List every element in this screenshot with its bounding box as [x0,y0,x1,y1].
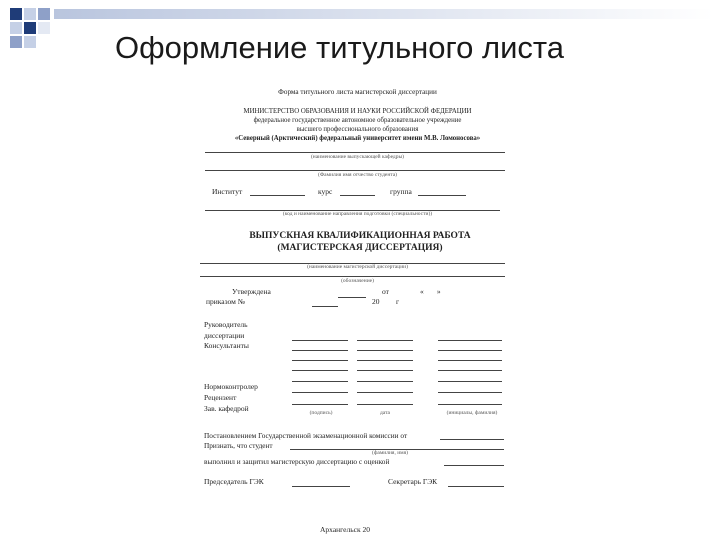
secretary-line [448,486,504,487]
deco-square [24,22,36,34]
sign-line [357,404,413,405]
work-title-line1: ВЫПУСКНАЯ КВАЛИФИКАЦИОННАЯ РАБОТА [249,231,471,241]
order-label: приказом № [206,297,245,306]
sign-line [292,360,348,361]
chairman-label: Председатель ГЭК [204,477,264,486]
grade-line [444,465,504,466]
deco-square [38,22,50,34]
institute-line [250,195,305,196]
caption-thesis: (наименование магистерской диссертации) [307,264,408,270]
sign-line [292,350,348,351]
sign-line [357,340,413,341]
sign-line [292,340,348,341]
deco-square [24,8,36,20]
institute-label: Институт [212,187,243,196]
caption-sign: (подпись) [309,410,333,416]
deco-square [10,36,22,48]
deco-square [24,36,36,48]
caption-department: (наименование выпускающей кафедры) [310,154,405,160]
sign-line [438,370,502,371]
course-line [340,195,375,196]
department-line [205,152,505,153]
reviewer-label: Рецензент [204,393,237,402]
approved-label: Утверждена [232,287,271,296]
year-label: 20 [372,297,380,306]
thesis-line-2 [200,276,505,277]
course-label: курс [318,187,333,196]
caption-student: (Фамилия имя отчество студента) [317,172,398,178]
consultants-label: Консультанты [204,341,249,350]
secretary-label: Секретарь ГЭК [388,477,438,486]
caption-date: дата [379,410,390,416]
institution-type-2: высшего профессионального образования [296,126,419,133]
deco-square [10,8,22,20]
recognize-label: Признать, что студент [204,441,273,450]
group-label: группа [390,187,412,196]
sign-line [438,404,502,405]
sign-line [292,370,348,371]
sign-line [438,392,502,393]
form-title: Форма титульного листа магистерской диссертации [278,88,437,96]
sign-line [292,381,348,382]
sign-line [438,350,502,351]
supervisor-label-1: Руководитель [204,320,248,329]
institution-type-1: федеральное государственное автономное образовательное учреждение [253,117,462,124]
caption-direction: (код и наименование направления подготовки (специальности)) [282,211,433,217]
norm-control-label: Нормоконтролер [204,382,258,391]
head-dept-label: Зав. кафедрой [204,404,249,413]
deco-line [54,9,714,19]
sign-line [438,381,502,382]
sign-line [357,381,413,382]
supervisor-label-2: диссертации [204,331,245,340]
chairman-line [292,486,350,487]
sign-line [357,360,413,361]
order-line [312,306,338,307]
sign-line [438,360,502,361]
sign-line [292,404,348,405]
caption-fio: (фамилия, имя) [371,450,408,456]
approved-line [338,297,366,298]
page-title: Оформление титульного листа [115,30,564,65]
sign-line [357,350,413,351]
student-line [205,170,505,171]
completed-label: выполнил и защитил магистерскую диссертацию с оценкой [204,457,390,466]
university: «Северный (Арктический) федеральный университет имени М.В. Ломоносова» [234,135,481,142]
gek-date-line [440,439,504,440]
year-suffix: г [396,297,400,306]
deco-square [10,22,22,34]
group-line [418,195,466,196]
from-label: от [382,287,389,296]
work-title-line2: (МАГИСТЕРСКАЯ ДИССЕРТАЦИЯ) [277,243,443,253]
sign-line [357,392,413,393]
caption-name: (инициалы, фамилия) [446,410,498,416]
city-year: Архангельск 20 [320,525,370,534]
gek-decision: Постановлением Государственной экзаменационной комиссии от [204,431,408,440]
ministry: МИНИСТЕРСТВО ОБРАЗОВАНИЯ И НАУКИ РОССИЙСКОЙ ФЕДЕРАЦИИ [243,108,472,115]
date-mark: « » [420,287,441,296]
caption-specialization: (обозначение) [341,278,374,284]
sign-line [292,392,348,393]
sign-line [357,370,413,371]
deco-square [38,8,50,20]
sign-line [438,340,502,341]
